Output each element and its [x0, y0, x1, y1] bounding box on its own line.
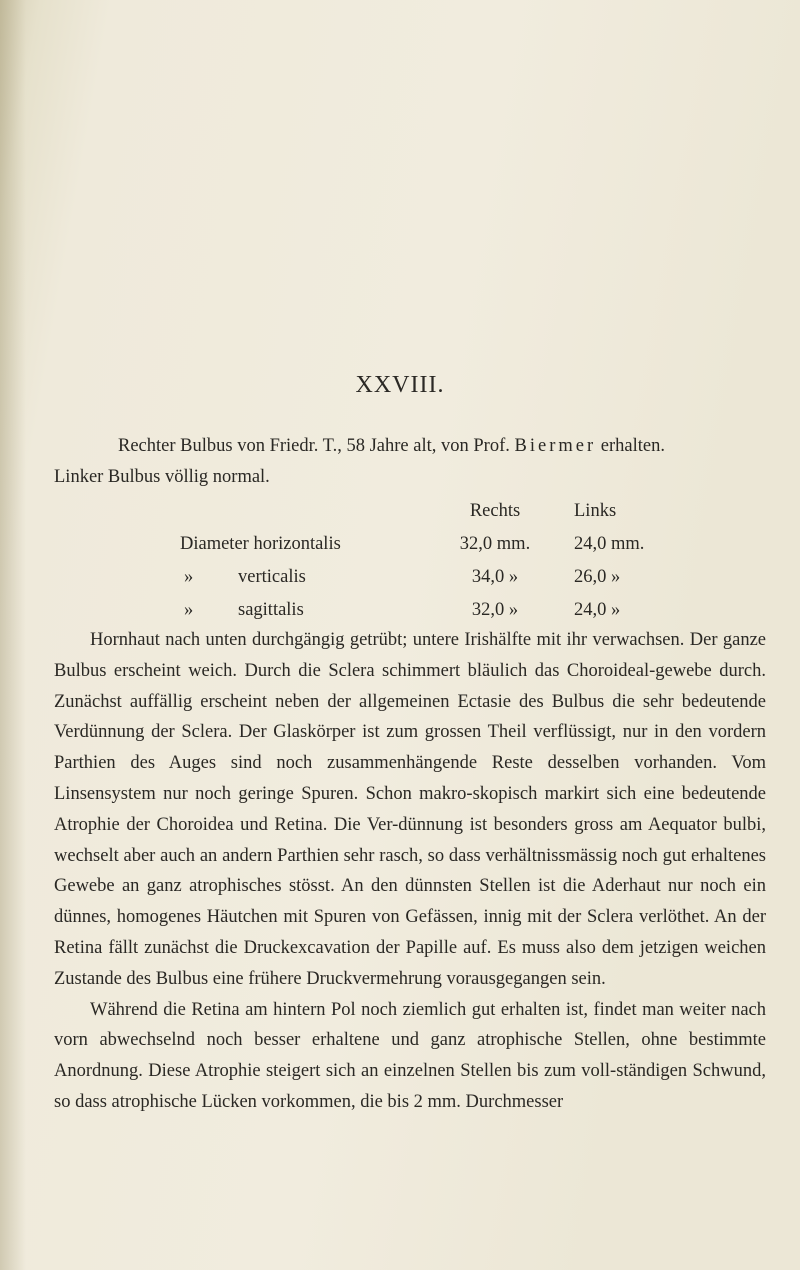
header-right-eye: Rechts [469, 501, 521, 521]
case-description [54, 625, 766, 1118]
measurement-label-cell [180, 594, 420, 627]
measurement-left-value: 26,0 » [574, 567, 621, 587]
ditto-mark: » [184, 600, 194, 620]
measurement-row [180, 561, 714, 594]
measurement-right-value: 34,0 » [471, 567, 519, 587]
measurement-row [180, 528, 714, 561]
case-introduction [54, 431, 766, 493]
measurement-header-row [180, 495, 714, 528]
measurement-label: verticalis [238, 567, 306, 587]
page-gutter-shadow [0, 0, 26, 1270]
intro-line-1-text: Rechter Bulbus von Friedr. T., 58 Jahre alt, von Prof. [118, 436, 510, 456]
intro-line-1 [54, 431, 766, 462]
intro-line-1-end: erhalten. [600, 436, 665, 456]
measurement-label-cell [180, 528, 420, 561]
measurement-header-blank [180, 495, 420, 528]
measurement-right-value: 32,0 » [471, 600, 519, 620]
measurement-right-value: 32,0 mm. [459, 534, 531, 554]
paragraph: Während die Retina am hintern Pol noch ziemlich gut erhalten ist, findet man weiter nach vorn abwechselnd noch besser erhaltene und ganz atrophische Stellen, ohne bestimmte Anordnung. Diese Atrophie steigert sich an einzelnen Stellen bis zum voll-ständigen Schwund, so dass atrophische Lücken vorkommen, die bis 2 mm. Durchmesser [54, 999, 766, 1112]
measurement-left-value: 24,0 » [574, 600, 621, 620]
professor-name: Biermer [514, 436, 597, 456]
paragraph: Hornhaut nach unten durchgängig getrübt; untere Irishälfte mit ihr verwachsen. Der ganze Bulbus erscheint weich. Durch die Sclera schimmert bläulich das Choroideal-gewebe durch. Zunächst auffällig erscheint neben der allgemeinen Ectasie des Bulbus die sehr bedeutende Verdünnung der Sclera. Der Glaskörper ist zum grossen Theil verflüssigt, nur in den vordern Parthien des Auges sind noch zusammenhängende Reste desselben vorhanden. Vom Linsensystem nur noch geringe Spuren. Schon makro-skopisch markirt sich eine bedeutende Atrophie der Choroidea und Retina. Die Ver-dünnung ist besonders gross am Aequator bulbi, wechselt aber auch an andern Parthien sehr rasch, so dass verhältnissmässig noch gut erhaltenes Gewebe an ganz atrophisches stösst. An den dünnsten Stellen ist die Aderhaut nur noch ein dünnes, homogenes Häutchen mit Spuren von Gefässen, innig mit der Sclera verlöthet. An der Retina fällt zunächst die Druckexcavation der Papille auf. Es muss also dem jetzigen weichen Zustande des Bulbus eine frühere Druckvermehrung vorausgegangen sein. [54, 630, 766, 989]
chapter-number: XXVIII. [355, 372, 445, 398]
measurement-row [180, 594, 714, 627]
ditto-mark: » [184, 567, 194, 587]
measurement-label-cell [180, 561, 420, 594]
measurement-table [180, 495, 714, 627]
measurement-left-value: 24,0 mm. [574, 534, 645, 554]
intro-line-2: Linker Bulbus völlig normal. [54, 467, 270, 487]
measurement-label: sagittalis [238, 600, 304, 620]
header-left-eye: Links [574, 501, 617, 521]
measurement-label: Diameter horizontalis [180, 534, 341, 554]
